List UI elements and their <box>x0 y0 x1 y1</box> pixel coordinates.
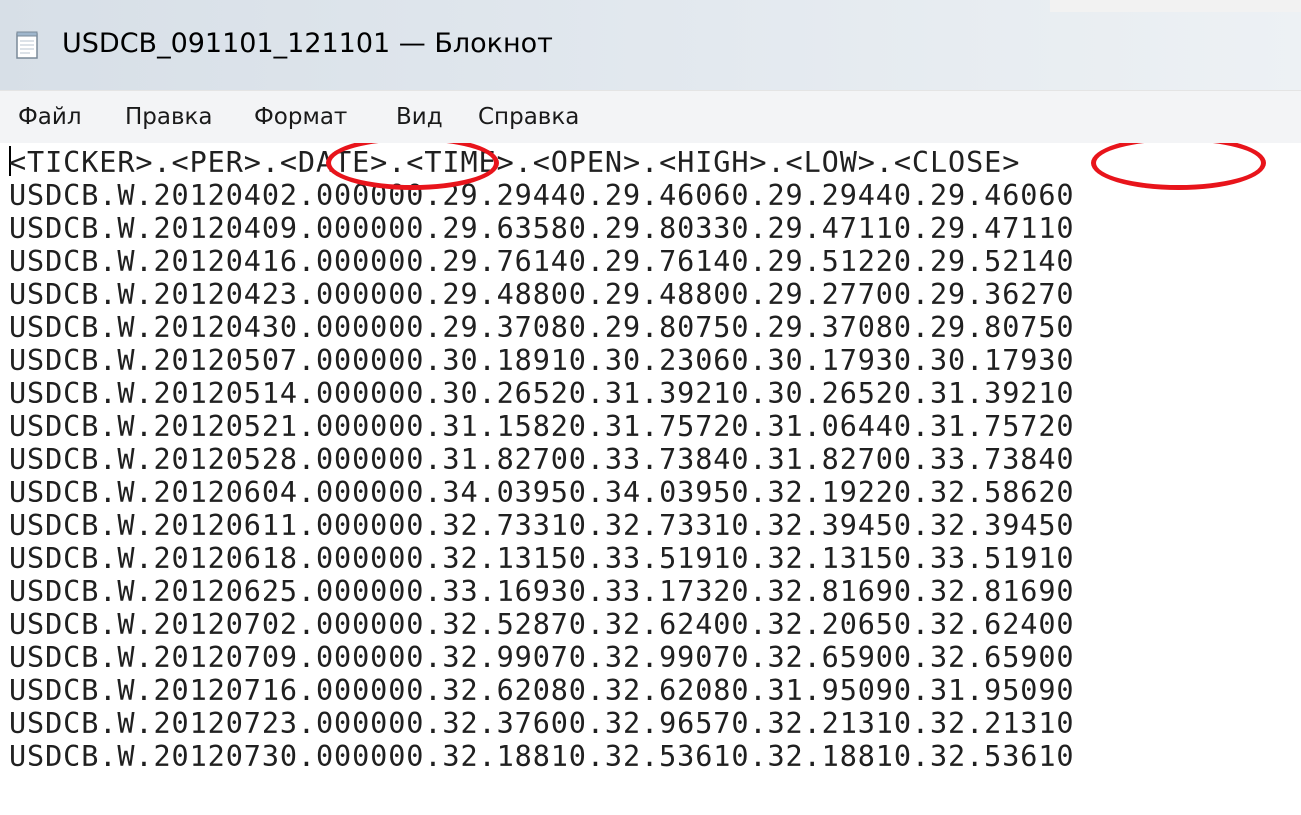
data-row: USDCB.W.20120730.000000.32.18810.32.53610.32.18810.32.53610 <box>9 740 1075 773</box>
close-highlight-ellipse <box>1091 143 1266 190</box>
data-row: USDCB.W.20120528.000000.31.82700.33.73840.31.82700.33.73840 <box>9 443 1075 476</box>
data-row: USDCB.W.20120625.000000.33.16930.33.17320.32.81690.32.81690 <box>9 575 1075 608</box>
data-row: USDCB.W.20120514.000000.30.26520.31.39210.30.26520.31.39210 <box>9 377 1075 410</box>
data-row: USDCB.W.20120618.000000.32.13150.33.51910.32.13150.33.51910 <box>9 542 1075 575</box>
menu-item-file[interactable]: Файл <box>18 104 82 130</box>
data-row: USDCB.W.20120521.000000.31.15820.31.75720.31.06440.31.75720 <box>9 410 1075 443</box>
data-row: USDCB.W.20120430.000000.29.37080.29.80750.29.37080.29.80750 <box>9 311 1075 344</box>
data-row: USDCB.W.20120716.000000.32.62080.32.62080.31.95090.31.95090 <box>9 674 1075 707</box>
notepad-icon <box>16 31 38 59</box>
menu-item-view[interactable]: Вид <box>396 104 443 130</box>
data-row: USDCB.W.20120604.000000.34.03950.34.03950.32.19220.32.58620 <box>9 476 1075 509</box>
text-editor[interactable] <box>0 143 1301 815</box>
menu-bar <box>0 90 1301 143</box>
data-row: USDCB.W.20120611.000000.32.73310.32.73310.32.39450.32.39450 <box>9 509 1075 542</box>
window-title: USDCB_091101_121101 — Блокнот <box>62 28 553 59</box>
data-row: USDCB.W.20120409.000000.29.63580.29.80330.29.47110.29.47110 <box>9 212 1075 245</box>
title-bar-edge <box>1050 0 1301 12</box>
data-row: USDCB.W.20120702.000000.32.52870.32.62400.32.20650.32.62400 <box>9 608 1075 641</box>
data-row: USDCB.W.20120507.000000.30.18910.30.23060.30.17930.30.17930 <box>9 344 1075 377</box>
data-row: USDCB.W.20120423.000000.29.48800.29.48800.29.27700.29.36270 <box>9 278 1075 311</box>
data-row: USDCB.W.20120723.000000.32.37600.32.96570.32.21310.32.21310 <box>9 707 1075 740</box>
data-row: USDCB.W.20120416.000000.29.76140.29.76140.29.51220.29.52140 <box>9 245 1075 278</box>
header-line: <TICKER>.<PER>.<DATE>.<TIME>.<OPEN>.<HIGH>.<LOW>.<CLOSE> <box>9 146 1021 179</box>
data-row: USDCB.W.20120709.000000.32.99070.32.99070.32.65900.32.65900 <box>9 641 1075 674</box>
menu-item-help[interactable]: Справка <box>478 104 580 130</box>
title-bar[interactable] <box>0 0 1301 90</box>
data-row: USDCB.W.20120402.000000.29.29440.29.46060.29.29440.29.46060 <box>9 179 1075 212</box>
menu-item-edit[interactable]: Правка <box>125 104 213 130</box>
menu-item-format[interactable]: Формат <box>254 104 348 130</box>
